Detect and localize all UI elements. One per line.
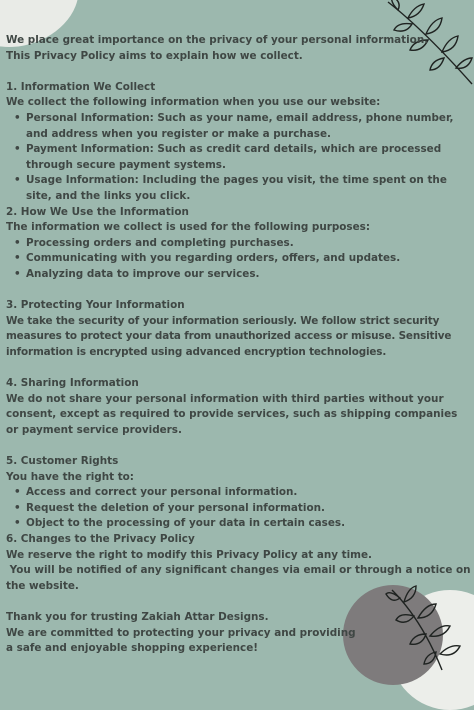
section-heading: 2. How We Use the Information [6,205,189,218]
section-lead: You have the right to: [6,470,134,483]
closing-line: Thank you for trusting Zakiah Attar Designs. [6,610,269,623]
section-heading: 6. Changes to the Privacy Policy [6,533,195,545]
intro-line: We place great importance on the privacy of your personal information. [6,34,429,46]
list-item: • Personal Information: Such as your name, email address, phone number, and address when you register or make a purchase. [26,111,472,142]
list-item: • Communicating with you regarding orders, offers, and updates. [26,251,472,267]
bullet-list [6,111,472,205]
section-body: We do not share your personal information with third parties without your consent, except as required to provide services, such as shipping companies or payment service providers. [6,392,458,436]
section-heading: 5. Customer Rights [6,455,119,468]
section-lead: The information we collect is used for the following purposes: [6,221,371,234]
section-body: We take the security of your information seriously. We follow strict security measures to protect your data from unauthorized access or misuse. Sensitive information is encrypted using advanced encryption technologies. [6,314,452,358]
privacy-policy-text [6,33,472,657]
list-item: • Request the deletion of your personal information. [26,501,472,517]
list-item: • Usage Information: Including the pages you visit, the time spent on the site, and the links you click. [26,173,472,204]
section-body: You will be notified of any significant changes via email or through a notice on the website. [6,564,474,592]
closing-line: a safe and enjoyable shopping experience! [6,642,258,655]
section-heading: 3. Protecting Your Information [6,299,185,312]
list-item: • Payment Information: Such as credit card details, which are processed through secure payment systems. [26,142,472,173]
list-item: • Access and correct your personal information. [26,485,472,501]
section-heading: 1. Information We Collect [6,80,156,93]
closing-line: We are committed to protecting your privacy and providing [6,626,356,639]
bullet-list [6,485,472,532]
section-heading: 4. Sharing Information [6,377,139,390]
list-item: • Processing orders and completing purchases. [26,236,472,252]
section-lead: We collect the following information when you use our website: [6,96,381,109]
list-item: • Analyzing data to improve our services. [26,267,472,283]
intro-line: This Privacy Policy aims to explain how we collect. [6,49,303,62]
list-item: • Object to the processing of your data in certain cases. [26,516,472,532]
section-body: We reserve the right to modify this Privacy Policy at any time. [6,548,372,561]
bullet-list [6,236,472,283]
